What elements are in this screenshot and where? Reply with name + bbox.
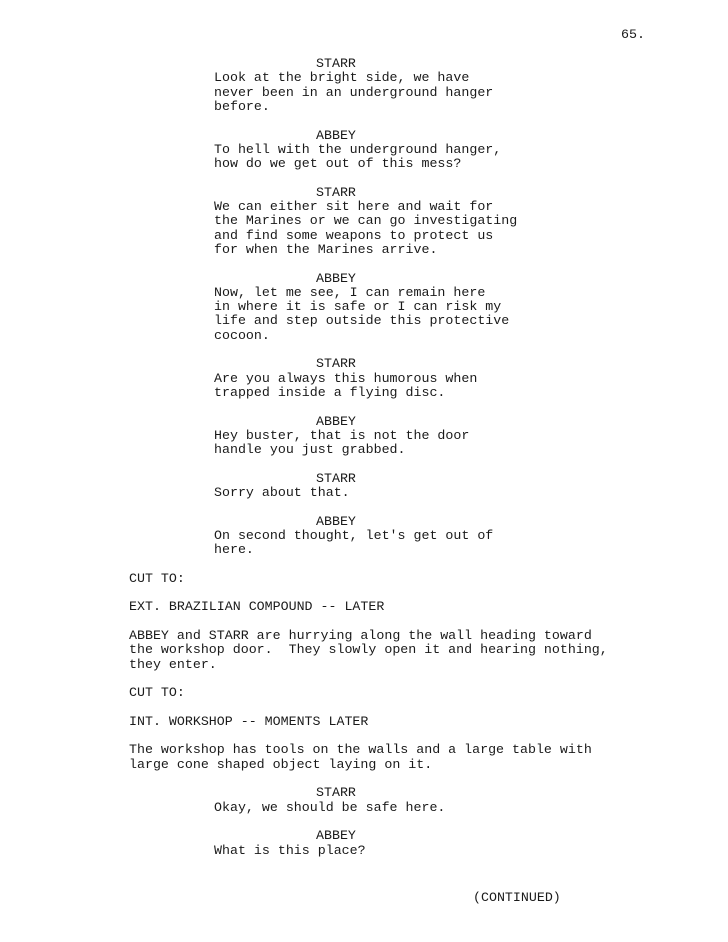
dialogue-line: We can either sit here and wait for [214,199,494,214]
dialogue-line: What is this place? [214,842,366,858]
dialogue-block [214,529,493,558]
action-line: CUT TO: [129,685,185,701]
dialogue-block [214,71,493,114]
dialogue-block [214,801,445,815]
dialogue-line: and find some weapons to protect us [214,227,494,243]
dialogue-line: for when the Marines arrive. [214,241,438,257]
action-line: EXT. BRAZILIAN COMPOUND -- LATER [129,599,385,615]
action-line: large cone shaped object laying on it. [129,756,433,772]
character-name: STARR [316,356,356,372]
character-name: ABBEY [316,828,356,844]
character-name: STARR [316,184,356,200]
dialogue-block [214,200,517,257]
action-block [129,743,592,772]
dialogue-line: Now, let me see, I can remain here [214,284,486,300]
action-block [129,686,185,700]
dialogue-line: never been in an underground hanger [214,84,494,100]
character-name: ABBEY [316,270,356,286]
dialogue-line: handle you just grabbed. [214,442,406,458]
dialogue-line: here. [214,542,254,558]
dialogue-line: the Marines or we can go investigating [214,213,518,229]
action-block [129,715,368,729]
dialogue-line: Okay, we should be safe here. [214,799,446,815]
action-line: the workshop door. They slowly open it and hearing nothing, [129,642,608,658]
page-number: 65. [621,27,645,42]
action-line: CUT TO: [129,570,185,586]
dialogue-line: trapped inside a flying disc. [214,384,446,400]
dialogue-line: how do we get out of this mess? [214,156,462,172]
action-line: INT. WORKSHOP -- MOMENTS LATER [129,713,369,729]
dialogue-block [214,372,477,401]
dialogue-block [214,844,366,858]
dialogue-block [214,143,501,172]
action-line: they enter. [129,656,217,672]
character-name: ABBEY [316,413,356,429]
continued-marker: (CONTINUED) [473,890,561,905]
dialogue-line: cocoon. [214,327,270,343]
action-block [129,572,185,586]
dialogue-line: life and step outside this protective [214,313,510,329]
dialogue-line: On second thought, let's get out of [214,527,494,543]
character-name: ABBEY [316,513,356,529]
dialogue-block [214,486,350,500]
character-name: ABBEY [316,127,356,143]
action-line: ABBEY and STARR are hurrying along the wall heading toward [129,628,592,643]
dialogue-line: Sorry about that. [214,485,350,500]
dialogue-line: Are you always this humorous when [214,370,478,386]
dialogue-block [214,429,469,458]
dialogue-line: in where it is safe or I can risk my [214,299,502,315]
character-name: STARR [316,785,356,801]
character-name: STARR [316,56,356,71]
character-name: STARR [316,470,356,486]
action-line: The workshop has tools on the walls and a large table with [129,742,592,758]
dialogue-line: To hell with the underground hanger, [214,141,502,157]
dialogue-line: Hey buster, that is not the door [214,427,470,443]
action-block [129,600,384,614]
dialogue-line: before. [214,98,270,114]
dialogue-line: Look at the bright side, we have [214,70,470,86]
dialogue-block [214,286,509,343]
action-block [129,629,608,672]
